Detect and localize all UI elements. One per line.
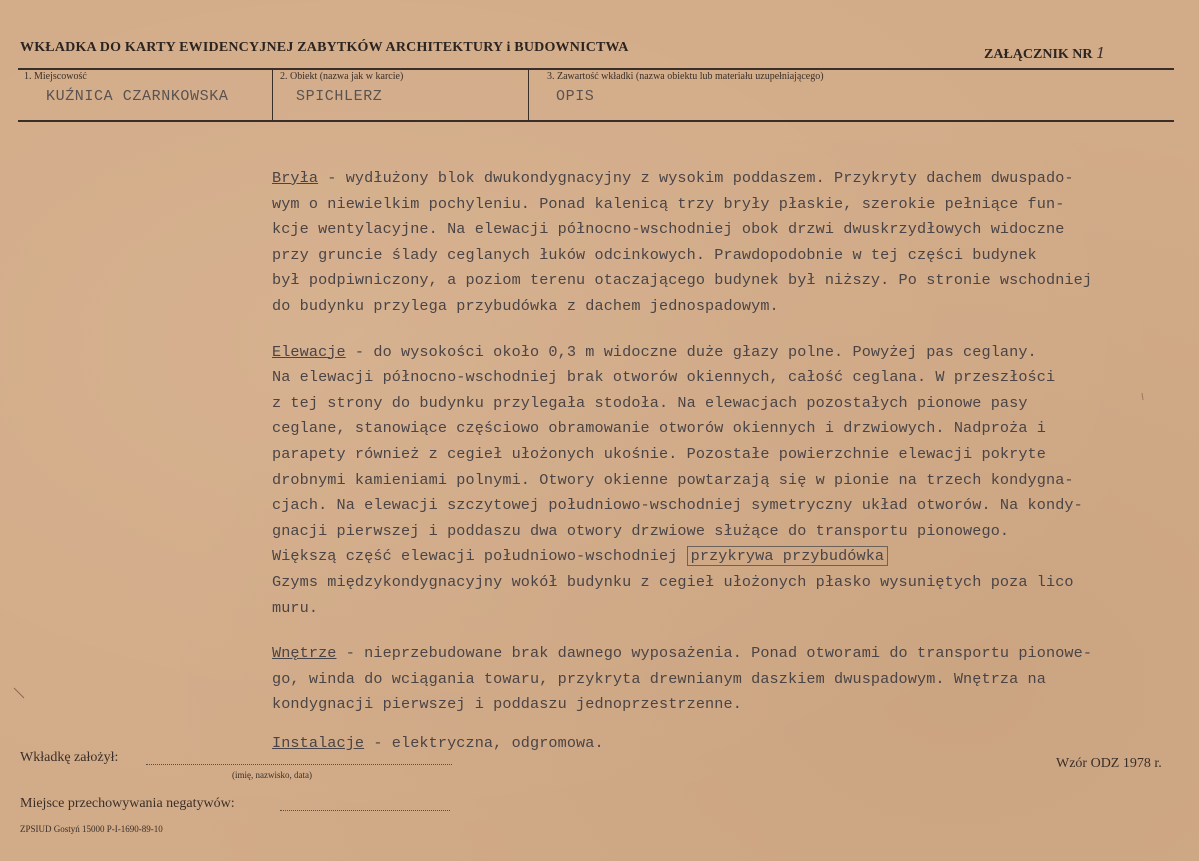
text-line: kcje wentylacyjne. Na elewacji północno-wschodniej obok drzwi dwuskrzydłowych widoczne <box>272 220 1065 239</box>
text-line <box>272 731 604 757</box>
object-value: SPICHLERZ <box>296 88 383 105</box>
text-line: Na elewacji północno-wschodniej brak otworów okiennych, całość ceglana. W przeszłości <box>272 368 1056 387</box>
object-label: 2. Obiekt (nazwa jak w karcie) <box>280 71 404 82</box>
form-model: Wzór ODZ 1978 r. <box>1056 756 1162 771</box>
paragraph-instalacje <box>272 731 604 757</box>
line-text: - elektryczna, odgromowa. <box>364 734 604 752</box>
description-body <box>272 166 1197 738</box>
content-value: OPIS <box>556 88 595 105</box>
field-divider-1 <box>272 70 273 121</box>
header-bottom-rule <box>18 120 1174 122</box>
text-line: był podpiwniczony, a poziom terenu otaczającego budynek był niższy. Po stronie wschodniej <box>272 271 1093 290</box>
text-line <box>272 544 1197 570</box>
locality-value: KUŹNICA CZARNKOWSKA <box>46 88 229 105</box>
line-text: - wydłużony blok dwukondygnacyjny z wysokim poddaszem. Przykryty dachem dwuspado- <box>318 169 1074 187</box>
line-text: - nieprzebudowane brak dawnego wyposażenia. Ponad otworami do transportu pionowe- <box>336 644 1093 663</box>
text-line: z tej strony do budynku przylegała stodoła. Na elewacjach pozostałych pionowe pasy <box>272 393 1028 412</box>
text-line: kondygnacji pierwszej i poddaszu jednoprzestrzenne. <box>272 695 742 714</box>
annex-label-text: ZAŁĄCZNIK NR <box>984 47 1093 62</box>
text-line: przy gruncie ślady ceglanych łuków odcinkowych. Prawdopodobnie w tej części budynek <box>272 245 1037 264</box>
section-heading: Instalacje <box>272 734 365 752</box>
text-line: drobnymi kamieniami polnymi. Otwory okienne powtarzają się w pionie na trzech kondygna- <box>272 470 1074 489</box>
created-by-caption: (imię, nazwisko, data) <box>232 770 312 780</box>
paragraph-wnetrze <box>272 641 1197 718</box>
field-divider-2 <box>528 70 529 121</box>
text-line <box>272 166 1197 192</box>
header-top-rule <box>18 68 1174 70</box>
text-line <box>272 641 1197 667</box>
boxed-insertion: przykrywa przybudówka <box>687 546 889 566</box>
text-line: ceglane, stanowiące częściowo obramowanie otworów okiennych i drzwiowych. Nadproża i <box>272 419 1046 438</box>
paper-mark <box>1140 392 1146 402</box>
text-line: Gzyms międzykondygnacyjny wokół budynku z cegieł ułożonych płasko wysuniętych poza lico <box>272 572 1074 591</box>
section-heading: Wnętrze <box>272 644 337 663</box>
paper-mark <box>12 686 28 702</box>
created-by-label: Wkładkę założył: <box>20 750 119 765</box>
text-line: gnacji pierwszej i poddaszu dwa otwory drzwiowe służące do transportu pionowego. <box>272 521 1010 540</box>
annex-label <box>984 44 1106 63</box>
line-text: Większą część elewacji południowo-wschodniej <box>272 547 687 566</box>
form-title: WKŁADKA DO KARTY EWIDENCYJNEJ ZABYTKÓW ARCHITEKTURY i BUDOWNICTWA <box>20 40 629 55</box>
text-line: parapety również z cegieł ułożonych ukośnie. Pozostałe powierzchnie elewacji pokryte <box>272 444 1046 463</box>
text-line: wym o niewielkim pochyleniu. Ponad kalenicą trzy bryły płaskie, szerokie pełniące fun- <box>272 194 1065 213</box>
locality-label: 1. Miejscowość <box>24 71 87 82</box>
created-by-field[interactable] <box>146 764 452 765</box>
paragraph-bryla <box>272 166 1197 320</box>
section-heading: Elewacje <box>272 342 346 361</box>
negatives-location-field[interactable] <box>280 810 450 811</box>
text-line <box>272 340 1197 366</box>
text-line: muru. <box>272 598 319 617</box>
line-text: - do wysokości około 0,3 m widoczne duże głazy polne. Powyżej pas ceglany. <box>345 342 1037 361</box>
negatives-location-label: Miejsce przechowywania negatywów: <box>20 796 235 811</box>
section-heading: Bryła <box>272 169 319 187</box>
content-label: 3. Zawartość wkładki (nazwa obiektu lub materiału uzupełniającego) <box>547 71 824 82</box>
paragraph-elewacje <box>272 340 1197 622</box>
text-line: go, winda do wciągania towaru, przykryta drewnianym daszkiem dwuspadowym. Wnętrza na <box>272 669 1046 688</box>
text-line: do budynku przylega przybudówka z dachem jednospadowym. <box>272 296 779 315</box>
annex-number: 1 <box>1096 44 1106 62</box>
print-code: ZPSIUD Gostyń 15000 P-I-1690-89-10 <box>20 824 163 834</box>
text-line: cjach. Na elewacji szczytowej południowo-wschodniej symetryczny układ otworów. Na kondy- <box>272 496 1083 515</box>
